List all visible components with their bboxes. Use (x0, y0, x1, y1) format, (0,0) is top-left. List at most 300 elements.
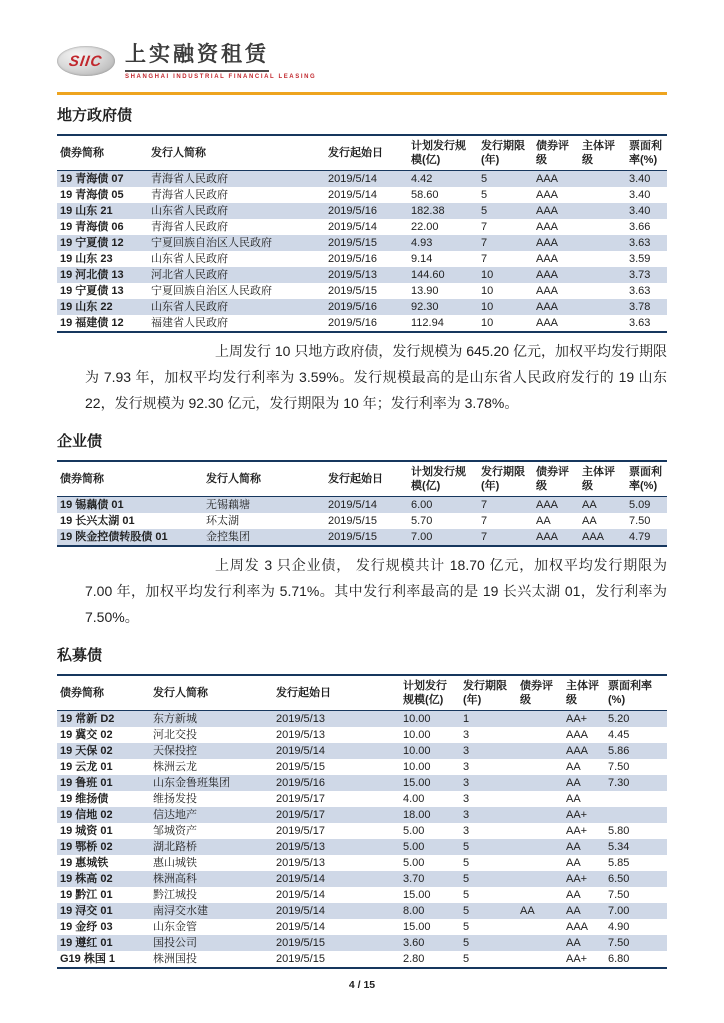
table-cell: 无锡藕塘 (206, 499, 250, 511)
table-cell: 3.40 (629, 205, 651, 217)
table-cell: 3.70 (403, 873, 425, 885)
table-row (57, 791, 667, 807)
table-cell: 18.00 (403, 809, 431, 821)
table-cell (517, 823, 563, 839)
table-cell: 4.45 (608, 729, 630, 741)
table-row (57, 839, 667, 855)
table-row (57, 807, 667, 823)
table-cell: 2019/5/14 (328, 173, 377, 185)
table-cell (517, 951, 563, 968)
table-cell: 3 (463, 729, 470, 741)
table-cell: 2019/5/14 (328, 499, 377, 511)
table-cell: 2019/5/14 (276, 873, 325, 885)
table-cell: 19 云龙 01 (60, 761, 113, 773)
table-cell: AA (582, 499, 597, 511)
table-cell: 9.14 (411, 253, 433, 265)
table-cell: 19 宁夏债 13 (60, 285, 124, 297)
table-cell: 7.00 (608, 905, 630, 917)
table-cell: 4.93 (411, 237, 433, 249)
table-header-row (57, 135, 667, 171)
table-cell: 山东省人民政府 (151, 253, 228, 265)
table-cell: 8.00 (403, 905, 425, 917)
table-cell: 5 (463, 857, 470, 869)
table-cell: 6.80 (605, 951, 667, 968)
table-cell: 2019/5/17 (276, 825, 325, 837)
table-cell: AAA (566, 921, 589, 933)
table-cell: 7.50 (608, 889, 630, 901)
table-cell: 10 (481, 285, 494, 297)
table-cell: 2019/5/14 (276, 921, 325, 933)
table-cell (517, 935, 563, 951)
table-cell: 2019/5/15 (276, 761, 325, 773)
table-cell: 4.00 (403, 793, 425, 805)
table-cell: 19 株高 02 (60, 873, 113, 885)
table-cell: 2019/5/14 (328, 221, 377, 233)
table-cell: AAA (536, 237, 559, 249)
table-cell: AA (566, 841, 581, 853)
column-header: 计划发行规模(亿) (408, 135, 478, 171)
table-cell: AA+ (566, 873, 588, 885)
table-cell: 19 山东 22 (60, 301, 113, 313)
table-cell: 东方新城 (153, 713, 197, 725)
table-cell: AAA (579, 529, 626, 546)
corporate-bond-table (57, 460, 667, 547)
column-header: 票面利率(%) (626, 461, 667, 497)
table-cell: 2019/5/15 (273, 951, 400, 968)
table-cell: 金控集团 (203, 529, 325, 546)
table-cell: 2019/5/13 (276, 841, 325, 853)
summary-paragraph: 上周发行 10 只地方政府债，发行规模为 645.20 亿元，加权平均发行期限为 7.93 年，加权平均发行利率为 3.59%。发行规模最高的是山东省人民政府发行的 19 山东 22，发行规模为 92.30 亿元，发行期限为 10 年；发行利率为 3.78%。 (85, 343, 667, 411)
table-cell: 19 冀交 02 (60, 729, 113, 741)
table-cell: 92.30 (411, 301, 439, 313)
table-row (57, 251, 667, 267)
logo-mark-text: SIIC (68, 52, 104, 70)
table-row (57, 775, 667, 791)
table-row (57, 171, 667, 188)
table-cell (605, 807, 667, 823)
table-cell: 10 (478, 315, 533, 332)
column-header: 债券评级 (517, 675, 563, 711)
table-cell: 10.00 (403, 761, 431, 773)
table-cell: AAA (536, 205, 559, 217)
table-cell: 7.50 (608, 937, 630, 949)
table-cell (579, 219, 626, 235)
table-cell: AAA (566, 729, 589, 741)
column-header: 主体评级 (579, 461, 626, 497)
table-cell: 2019/5/16 (328, 301, 377, 313)
table-header-row (57, 461, 667, 497)
table-row (57, 919, 667, 935)
table-cell: 3 (463, 745, 470, 757)
table-cell: 5.00 (403, 841, 425, 853)
table-cell: 7.00 (408, 529, 478, 546)
section-title: 企业债 (57, 433, 103, 450)
table-row (57, 219, 667, 235)
table-cell (517, 855, 563, 871)
table-cell: 4.42 (411, 173, 433, 185)
table-cell: 5.70 (411, 515, 433, 527)
table-cell: 5 (463, 889, 470, 901)
table-cell: 5 (463, 905, 470, 917)
table-row (57, 743, 667, 759)
table-cell: 维扬发投 (153, 793, 197, 805)
table-cell (579, 171, 626, 188)
table-row (57, 823, 667, 839)
table-cell: 7 (481, 237, 488, 249)
table-row (57, 267, 667, 283)
logo-text-block (125, 38, 316, 80)
table-cell: 国投公司 (153, 937, 197, 949)
table-cell: 5.09 (629, 499, 651, 511)
table-cell: 2.80 (400, 951, 460, 968)
table-cell: AA (582, 515, 597, 527)
table-cell: AA (566, 889, 581, 901)
table-cell: 5 (481, 205, 488, 217)
table-cell: 株洲云龙 (153, 761, 197, 773)
table-cell: 山东省人民政府 (151, 205, 228, 217)
company-name-cn: 上实融资租赁 (125, 38, 269, 72)
table-cell (517, 871, 563, 887)
table-row (57, 299, 667, 315)
table-cell: 10 (481, 301, 494, 313)
table-cell: 邹城资产 (153, 825, 197, 837)
table-cell: 19 信地 02 (60, 809, 113, 821)
column-header: 主体评级 (563, 675, 605, 711)
table-row (57, 283, 667, 299)
table-cell: 黔江城投 (153, 889, 197, 901)
table-cell: 2019/5/14 (276, 889, 325, 901)
table-cell (517, 711, 563, 728)
table-cell: G19 株国 1 (57, 951, 150, 968)
table-cell: 7 (478, 529, 533, 546)
table-row (57, 187, 667, 203)
table-cell: 5 (460, 951, 517, 968)
table-cell: 河北交投 (153, 729, 197, 741)
table-cell: 2019/5/13 (276, 857, 325, 869)
table-cell (579, 251, 626, 267)
table-cell: 山东金鲁班集团 (153, 777, 230, 789)
table-row (57, 727, 667, 743)
table-cell: 15.00 (403, 777, 431, 789)
table-cell (517, 807, 563, 823)
table-row (57, 711, 667, 728)
table-cell: 19 长兴太湖 01 (60, 515, 135, 527)
table-cell: 19 锡藕债 01 (60, 499, 124, 511)
table-cell: 19 金纾 03 (60, 921, 113, 933)
table-cell: 2019/5/17 (276, 793, 325, 805)
table-cell: 2019/5/13 (276, 713, 325, 725)
table-cell: 19 青海债 05 (60, 189, 124, 201)
table-cell: 河北省人民政府 (151, 269, 228, 281)
table-cell: 10.00 (403, 729, 431, 741)
table-cell: 青海省人民政府 (151, 189, 228, 201)
column-header: 发行期限(年) (478, 461, 533, 497)
table-cell: AA+ (566, 825, 588, 837)
table-cell: 2019/5/15 (276, 937, 325, 949)
table-cell (517, 743, 563, 759)
table-cell: 6.50 (608, 873, 630, 885)
table-cell: AA+ (563, 951, 605, 968)
table-cell: AAA (533, 529, 579, 546)
table-cell (579, 299, 626, 315)
table-cell (579, 235, 626, 251)
company-name-en: SHANGHAI INDUSTRIAL FINANCIAL LEASING (125, 74, 317, 80)
table-cell (517, 839, 563, 855)
table-cell: 2019/5/16 (328, 253, 377, 265)
table-cell: AA+ (566, 809, 588, 821)
table-row (57, 871, 667, 887)
table-row (57, 235, 667, 251)
table-cell (517, 775, 563, 791)
column-header: 发行起始日 (325, 461, 408, 497)
column-header: 票面利率(%) (605, 675, 667, 711)
table-cell: 4.79 (626, 529, 667, 546)
table-cell (579, 187, 626, 203)
table-cell: AAA (536, 253, 559, 265)
table-cell: 7 (481, 499, 488, 511)
table-cell (517, 887, 563, 903)
table-cell: AAA (536, 221, 559, 233)
table-cell: 环太湖 (206, 515, 239, 527)
table-cell: AAA (536, 285, 559, 297)
column-header: 发行期限(年) (478, 135, 533, 171)
table-cell: 湖北路桥 (153, 841, 197, 853)
table-cell: 58.60 (411, 189, 439, 201)
column-header: 发行人简称 (150, 675, 273, 711)
table-cell (605, 791, 667, 807)
table-cell: 福建省人民政府 (148, 315, 325, 332)
table-cell: 182.38 (411, 205, 445, 217)
table-cell: AAA (536, 173, 559, 185)
gold-divider-rule (57, 92, 667, 95)
table-cell (517, 919, 563, 935)
table-cell: 4.90 (608, 921, 630, 933)
table-cell: 2019/5/14 (276, 905, 325, 917)
table-cell: 19 城资 01 (60, 825, 113, 837)
column-header: 票面利率(%) (626, 135, 667, 171)
table-cell: 19 天保 02 (60, 745, 113, 757)
table-cell: AAA (536, 301, 559, 313)
table-cell: 1 (463, 713, 470, 725)
table-cell: 3.63 (629, 237, 651, 249)
column-header: 债券简称 (57, 461, 203, 497)
table-row (57, 887, 667, 903)
table-cell: 3.63 (626, 315, 667, 332)
table-cell: 3.63 (629, 285, 651, 297)
table-cell: 5 (463, 921, 470, 933)
table-cell: 19 鲁班 01 (60, 777, 113, 789)
column-header: 计划发行规模(亿) (400, 675, 460, 711)
column-header: 发行期限(年) (460, 675, 517, 711)
table-cell: 2019/5/15 (328, 237, 377, 249)
table-cell: AA (566, 761, 581, 773)
table-cell: 3.66 (629, 221, 651, 233)
table-cell: AA (520, 905, 535, 917)
table-cell: 5 (463, 873, 470, 885)
column-header: 债券简称 (57, 135, 148, 171)
page-number: 4 / 15 (348, 979, 376, 991)
table-cell: 112.94 (408, 315, 478, 332)
table-cell: AAA (536, 189, 559, 201)
table-cell: AA (536, 515, 551, 527)
table-cell: 3.78 (629, 301, 651, 313)
table-cell: 19 河北债 13 (60, 269, 124, 281)
siic-globe-icon (57, 46, 115, 76)
table-cell: AAA (533, 315, 579, 332)
table-cell: 19 山东 21 (60, 205, 113, 217)
gov-bond-table (57, 134, 667, 333)
table-cell: 6.00 (411, 499, 433, 511)
table-row (57, 935, 667, 951)
table-cell: 22.00 (411, 221, 439, 233)
table-cell: 7 (481, 221, 488, 233)
table-row (57, 203, 667, 219)
column-header: 发行人简称 (203, 461, 325, 497)
table-cell: 宁夏回族自治区人民政府 (151, 285, 272, 297)
table-cell: 19 陕金控债转股债 01 (57, 529, 203, 546)
table-cell (517, 727, 563, 743)
table-cell: 3.59 (629, 253, 651, 265)
table-cell: 15.00 (403, 921, 431, 933)
table-cell: 2019/5/17 (276, 809, 325, 821)
column-header: 计划发行规模(亿) (408, 461, 478, 497)
table-cell: 2019/5/16 (276, 777, 325, 789)
table-cell: 山东金管 (153, 921, 197, 933)
table-cell: 3 (463, 777, 470, 789)
table-cell: AA (566, 793, 581, 805)
table-cell: 19 常新 D2 (60, 713, 115, 725)
table-cell: 10.00 (403, 745, 431, 757)
table-cell: 19 浔交 01 (60, 905, 113, 917)
section-title: 私募债 (57, 647, 103, 664)
table-cell: 5 (463, 937, 470, 949)
section-local-government-bonds (57, 104, 667, 416)
table-cell: 5.00 (403, 825, 425, 837)
table-cell: AA (566, 937, 581, 949)
column-header: 发行人简称 (148, 135, 325, 171)
table-cell: 19 黔江 01 (60, 889, 113, 901)
table-cell: 株洲国投 (150, 951, 273, 968)
table-cell: AAA (536, 499, 559, 511)
table-cell: 3 (463, 793, 470, 805)
table-row (57, 903, 667, 919)
table-cell: 株洲高科 (153, 873, 197, 885)
column-header: 主体评级 (579, 135, 626, 171)
table-cell: 5.20 (608, 713, 630, 725)
column-header: 债券评级 (533, 135, 579, 171)
table-cell: 15.00 (403, 889, 431, 901)
table-row (57, 855, 667, 871)
table-cell: 19 维扬债 (60, 793, 109, 805)
table-cell: 青海省人民政府 (151, 221, 228, 233)
table-row (57, 529, 667, 546)
table-cell: 3 (463, 825, 470, 837)
summary-paragraph: 上周发 3 只企业债， 发行规模共计 18.70 亿元，加权平均发行期限为 7.00 年，加权平均发行利率为 5.71%。其中发行利率最高的是 19 长兴太湖 01，发行利率为 7.50%。 (85, 557, 667, 625)
section-title: 地方政府债 (57, 107, 133, 124)
table-header-row (57, 675, 667, 711)
table-cell: 3.73 (629, 269, 651, 281)
company-logo (57, 38, 667, 88)
table-cell: 2019/5/14 (276, 745, 325, 757)
table-cell: 5.85 (608, 857, 630, 869)
table-cell (517, 759, 563, 775)
table-cell: 2019/5/16 (328, 205, 377, 217)
table-cell: 7.30 (608, 777, 630, 789)
table-cell: AAA (536, 269, 559, 281)
table-row (57, 315, 667, 332)
table-cell: 7.50 (608, 761, 630, 773)
table-cell: 13.90 (411, 285, 439, 297)
table-cell: 2019/5/15 (325, 529, 408, 546)
table-cell: 19 遵红 01 (60, 937, 113, 949)
table-cell: AA (566, 905, 581, 917)
table-cell: 3.40 (629, 189, 651, 201)
table-cell: 惠山城铁 (153, 857, 197, 869)
table-cell: 7 (481, 515, 488, 527)
table-cell (579, 267, 626, 283)
table-cell: 5.80 (608, 825, 630, 837)
table-cell: 7 (481, 253, 488, 265)
table-cell: 3 (463, 809, 470, 821)
table-cell (579, 315, 626, 332)
table-cell: 2019/5/15 (328, 515, 377, 527)
table-cell: 10 (481, 269, 494, 281)
column-header: 债券评级 (533, 461, 579, 497)
table-cell: 信达地产 (153, 809, 197, 821)
section-corporate-bonds (57, 430, 667, 630)
table-cell: 2019/5/16 (325, 315, 408, 332)
table-cell: 5 (463, 841, 470, 853)
table-cell: 144.60 (411, 269, 445, 281)
table-cell (579, 283, 626, 299)
table-cell: 7.50 (629, 515, 651, 527)
table-cell: 2019/5/13 (276, 729, 325, 741)
table-cell: 2019/5/14 (328, 189, 377, 201)
table-cell: 宁夏回族自治区人民政府 (151, 237, 272, 249)
table-cell: 19 鄂桥 02 (60, 841, 113, 853)
table-row (57, 951, 667, 968)
table-cell: 青海省人民政府 (151, 173, 228, 185)
table-cell: 19 福建债 12 (57, 315, 148, 332)
table-cell (517, 791, 563, 807)
table-cell: 5.86 (608, 745, 630, 757)
table-cell: 19 惠城铁 (60, 857, 109, 869)
table-cell: 19 青海债 07 (60, 173, 124, 185)
table-cell: 3.40 (629, 173, 651, 185)
table-cell: 3.60 (403, 937, 425, 949)
column-header: 发行起始日 (273, 675, 400, 711)
table-cell: 天保投控 (153, 745, 197, 757)
table-cell: 19 山东 23 (60, 253, 113, 265)
table-cell: 5 (481, 173, 488, 185)
table-row (57, 759, 667, 775)
column-header: 债券简称 (57, 675, 150, 711)
private-bond-table (57, 674, 667, 969)
table-cell: 5 (481, 189, 488, 201)
table-cell: 3 (463, 761, 470, 773)
table-row (57, 513, 667, 529)
section-private-placement-bonds (57, 644, 667, 969)
table-cell: 南浔交水建 (153, 905, 208, 917)
table-cell: AAA (566, 745, 589, 757)
table-cell: 10.00 (403, 713, 431, 725)
table-cell: 5.34 (608, 841, 630, 853)
table-cell: AA+ (566, 713, 588, 725)
table-cell: 山东省人民政府 (151, 301, 228, 313)
table-cell: 19 宁夏债 12 (60, 237, 124, 249)
table-cell: 2019/5/15 (328, 285, 377, 297)
table-cell: AA (566, 857, 581, 869)
